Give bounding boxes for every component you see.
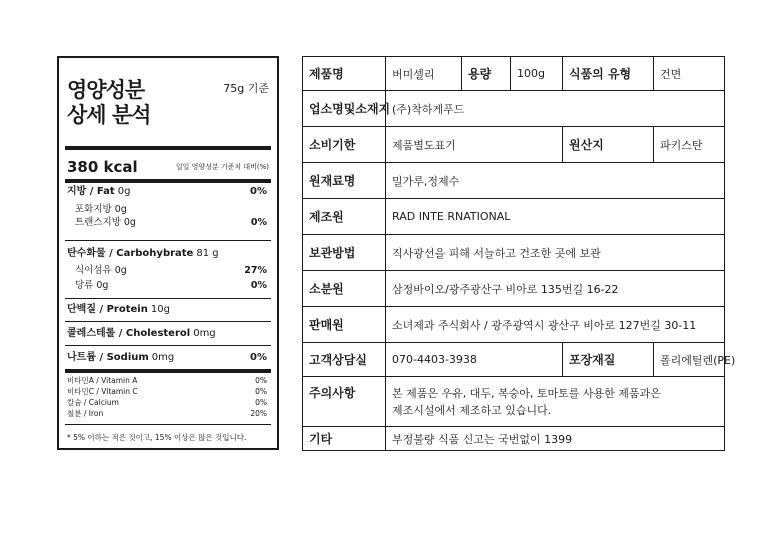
- divider: [65, 321, 271, 322]
- expiry-label: 소비기한: [303, 127, 386, 163]
- caution: 본 제품은 우유, 대두, 복숭아, 토마토를 사용한 제품과은 제조시설에서 제조하고 있습니다.: [386, 377, 725, 427]
- maker: (주)착하게푸드: [386, 91, 725, 127]
- maker-label: 업소명및소재지: [303, 91, 386, 127]
- volume-label: 용량: [462, 57, 511, 91]
- nutrient-row-saturated-fat: 포화지방 0g: [75, 204, 127, 215]
- product-name-label: 제품명: [303, 57, 386, 91]
- divider: [65, 146, 271, 150]
- divider: [65, 240, 271, 241]
- divider: [65, 369, 271, 373]
- mineral-row-vitamin-c: 비타민C / Vitamin C 0%: [67, 387, 267, 396]
- daily-value-header: 일일 영양성분 기준치 대비(%): [175, 163, 269, 171]
- nutrition-title: 영양성분 상세 분석: [67, 78, 151, 127]
- food-type: 건면: [654, 57, 725, 91]
- table-row: [303, 271, 725, 307]
- table-row: [303, 307, 725, 343]
- manufacturer-label: 제조원: [303, 199, 386, 235]
- storage-label: 보관방법: [303, 235, 386, 271]
- food-type-label: 식품의 유형: [563, 57, 654, 91]
- divider: [65, 424, 271, 425]
- table-row: [303, 377, 725, 427]
- table-row: [303, 57, 725, 91]
- ingredients-label: 원재료명: [303, 163, 386, 199]
- footnote: * 5% 이하는 적은 것이고, 15% 이상은 많은 것입니다.: [67, 433, 247, 442]
- nutrient-row-fiber: 식이섬유 0g 27%: [75, 265, 267, 276]
- calories: 380 kcal: [67, 158, 138, 176]
- serving-size: 75g 기준: [223, 82, 269, 95]
- seller: 소녀제과 주식회사 / 광주광역시 광산구 비아로 127번길 30-11: [386, 307, 725, 343]
- manufacturer: RAD INTE RNATIONAL: [386, 199, 725, 235]
- table-row: [303, 343, 725, 377]
- product-info-table: [302, 56, 736, 451]
- origin: 파키스탄: [654, 127, 725, 163]
- table-row: [303, 163, 725, 199]
- mineral-row-vitamin-a: 비타민A / Vitamin A 0%: [67, 376, 267, 385]
- seller-label: 판매원: [303, 307, 386, 343]
- nutrient-row-fat: 지방 / Fat 0g 0%: [67, 186, 267, 197]
- contact: 070-4403-3938: [386, 343, 563, 377]
- table-row: [303, 427, 725, 451]
- nutrient-row-carbohydrate: 탄수화물 / Carbohybrate 81 g: [67, 248, 219, 259]
- nutrient-row-trans-fat: 트랜스지방 0g 0%: [75, 217, 267, 228]
- mineral-row-iron: 철분 / Iron 20%: [67, 409, 267, 418]
- etc: 부정불량 식품 신고는 국번없이 1399: [386, 427, 725, 451]
- divider: [65, 179, 271, 183]
- nutrition-panel: [57, 56, 279, 450]
- origin-label: 원산지: [563, 127, 654, 163]
- table-row: [303, 199, 725, 235]
- subdivider: 삼정바이오/광주광산구 비아로 135번길 16-22: [386, 271, 725, 307]
- contact-label: 고객상담실: [303, 343, 386, 377]
- nutrient-row-protein: 단백질 / Protein 10g: [67, 304, 170, 315]
- divider: [65, 298, 271, 299]
- subdivider-label: 소분원: [303, 271, 386, 307]
- product-name: 버미셀리: [386, 57, 462, 91]
- ingredients: 밀가루,정제수: [386, 163, 725, 199]
- expiry: 제품별도표기: [386, 127, 563, 163]
- table-row: [303, 127, 725, 163]
- packaging-label: 포장재질: [563, 343, 654, 377]
- nutrient-row-cholesterol: 콜레스테롤 / Cholesterol 0mg: [67, 328, 216, 339]
- table-row: [303, 91, 725, 127]
- packaging: 폴리에틸렌(PE): [654, 343, 725, 377]
- divider: [65, 345, 271, 346]
- etc-label: 기타: [303, 427, 386, 451]
- volume: 100g: [511, 57, 563, 91]
- nutrient-row-sugar: 당류 0g 0%: [75, 280, 267, 291]
- mineral-row-calcium: 칼슘 / Calcium 0%: [67, 398, 267, 407]
- table-row: [303, 235, 725, 271]
- storage: 직사광선을 피해 서늘하고 건조한 곳에 보관: [386, 235, 725, 271]
- caution-label: 주의사항: [303, 377, 386, 427]
- nutrient-row-sodium: 나트륨 / Sodium 0mg 0%: [67, 352, 267, 363]
